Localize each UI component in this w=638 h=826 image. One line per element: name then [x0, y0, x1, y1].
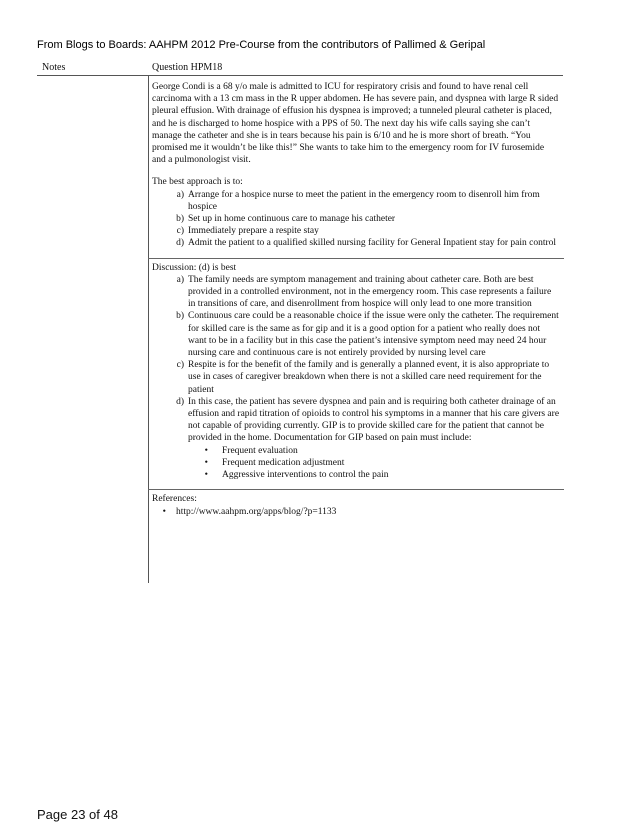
bullet-icon: •: [162, 506, 166, 517]
option-label: c): [176, 226, 184, 237]
page-header: From Blogs to Boards: AAHPM 2012 Pre-Course from the contributors of Pallimed & Geripal: [37, 39, 486, 51]
discussion-title: Discussion: (d) is best: [152, 262, 237, 273]
reference-item: [152, 506, 560, 518]
option-text: Immediately prepare a respite stay: [188, 226, 319, 237]
case-section: [152, 81, 560, 258]
question-prompt: The best approach is to:: [152, 177, 243, 188]
option-text: Set up in home continuous care to manage his catheter: [188, 214, 396, 225]
discussion-text: The family needs are symptom management and training about catheter care. Both are best provided in a controlled environment, not in the emergency room. This case represents a failure in transitions of care, and disenrollment from hospice will only lead to one more transition: [188, 274, 552, 310]
references-list: [152, 506, 560, 518]
option-text: Arrange for a hospice nurse to meet the patient in the emergency room to disenroll him from hospice: [188, 189, 540, 212]
option-label: b): [176, 214, 184, 225]
column-divider: [148, 75, 149, 583]
discussion-list: [152, 274, 560, 445]
option-label: d): [176, 238, 184, 249]
bullet-icon: •: [204, 470, 208, 481]
discussion-text: In this case, the patient has severe dyspnea and pain and is requiring both catheter drainage of an effusion and rapid titration of opioids to control his symptoms in a manner that his care givers are not capable of providing currently. GIP is to provide skilled care for the patient that cannot be provided in the home. Documentation for GIP based on pain must include:: [188, 396, 560, 444]
option-text: Admit the patient to a qualified skilled nursing facility for General Inpatient stay for pain control: [188, 238, 557, 249]
option-item: [152, 225, 560, 237]
discussion-label: d): [176, 396, 184, 407]
discussion-item: [152, 274, 560, 311]
option-item: [152, 189, 560, 213]
discussion-label: a): [176, 274, 184, 285]
question-body: [152, 81, 560, 526]
discussion-item: [152, 359, 560, 396]
reference-link[interactable]: http://www.aahpm.org/apps/blog/?p=1133: [176, 506, 337, 517]
bullet-icon: •: [204, 445, 208, 456]
option-label: a): [176, 189, 184, 200]
discussion-text: Continuous care could be a reasonable choice if the issue were only the catheter. The requirement for skilled care is the same as for gip and it is a good option for a patient who really does not want to be in a facility but in this case the patient’s intensive symptom need may need 24 hour nursing care and continuous care is not entirely provided by nursing level care: [188, 311, 559, 359]
question-title: Question HPM18: [152, 62, 223, 73]
bullet-item: [152, 445, 560, 457]
notes-column-label: Notes: [42, 62, 66, 73]
top-divider: [37, 75, 563, 76]
bullet-item: [152, 469, 560, 481]
bullet-text: Aggressive interventions to control the pain: [222, 470, 389, 481]
discussion-item: [152, 310, 560, 359]
bullet-icon: •: [204, 457, 208, 468]
option-item: [152, 237, 560, 249]
bullet-item: [152, 457, 560, 469]
discussion-item: [152, 396, 560, 445]
answer-options: [152, 189, 560, 250]
case-text: George Condi is a 68 y/o male is admitted to ICU for respiratory crisis and found to have renal cell carcinoma with a 13 cm mass in the R upper abdomen. He has severe pain, and dyspnea with large R sided pleural effusion. With drainage of effusion his dyspnea is improved; a tunneled pleural catheter is placed, and he is discharged to home hospice with a PPS of 50. The next day his wife calls saying she can’t manage the catheter and she is in tears because his pain is 6/10 and he is more short of breath. “You promised me it wouldn’t be like this!” She wants to take him to the emergency room for IV furosemide and a pulmonologist visit.: [152, 82, 559, 166]
discussion-text: Respite is for the benefit of the family and is generally a planned event, it is also appropriate to use in cases of caregiver breakdown when there is not a skilled care need requirement for the patient: [188, 360, 550, 395]
references-section: [152, 490, 560, 525]
page-number: Page 23 of 48: [37, 807, 118, 822]
gip-requirements: [152, 445, 560, 482]
references-title: References:: [152, 494, 197, 505]
discussion-section: [152, 259, 560, 490]
discussion-label: c): [176, 360, 184, 371]
discussion-label: b): [176, 311, 184, 322]
bullet-text: Frequent medication adjustment: [222, 457, 345, 468]
option-item: [152, 213, 560, 225]
bullet-text: Frequent evaluation: [222, 445, 298, 456]
